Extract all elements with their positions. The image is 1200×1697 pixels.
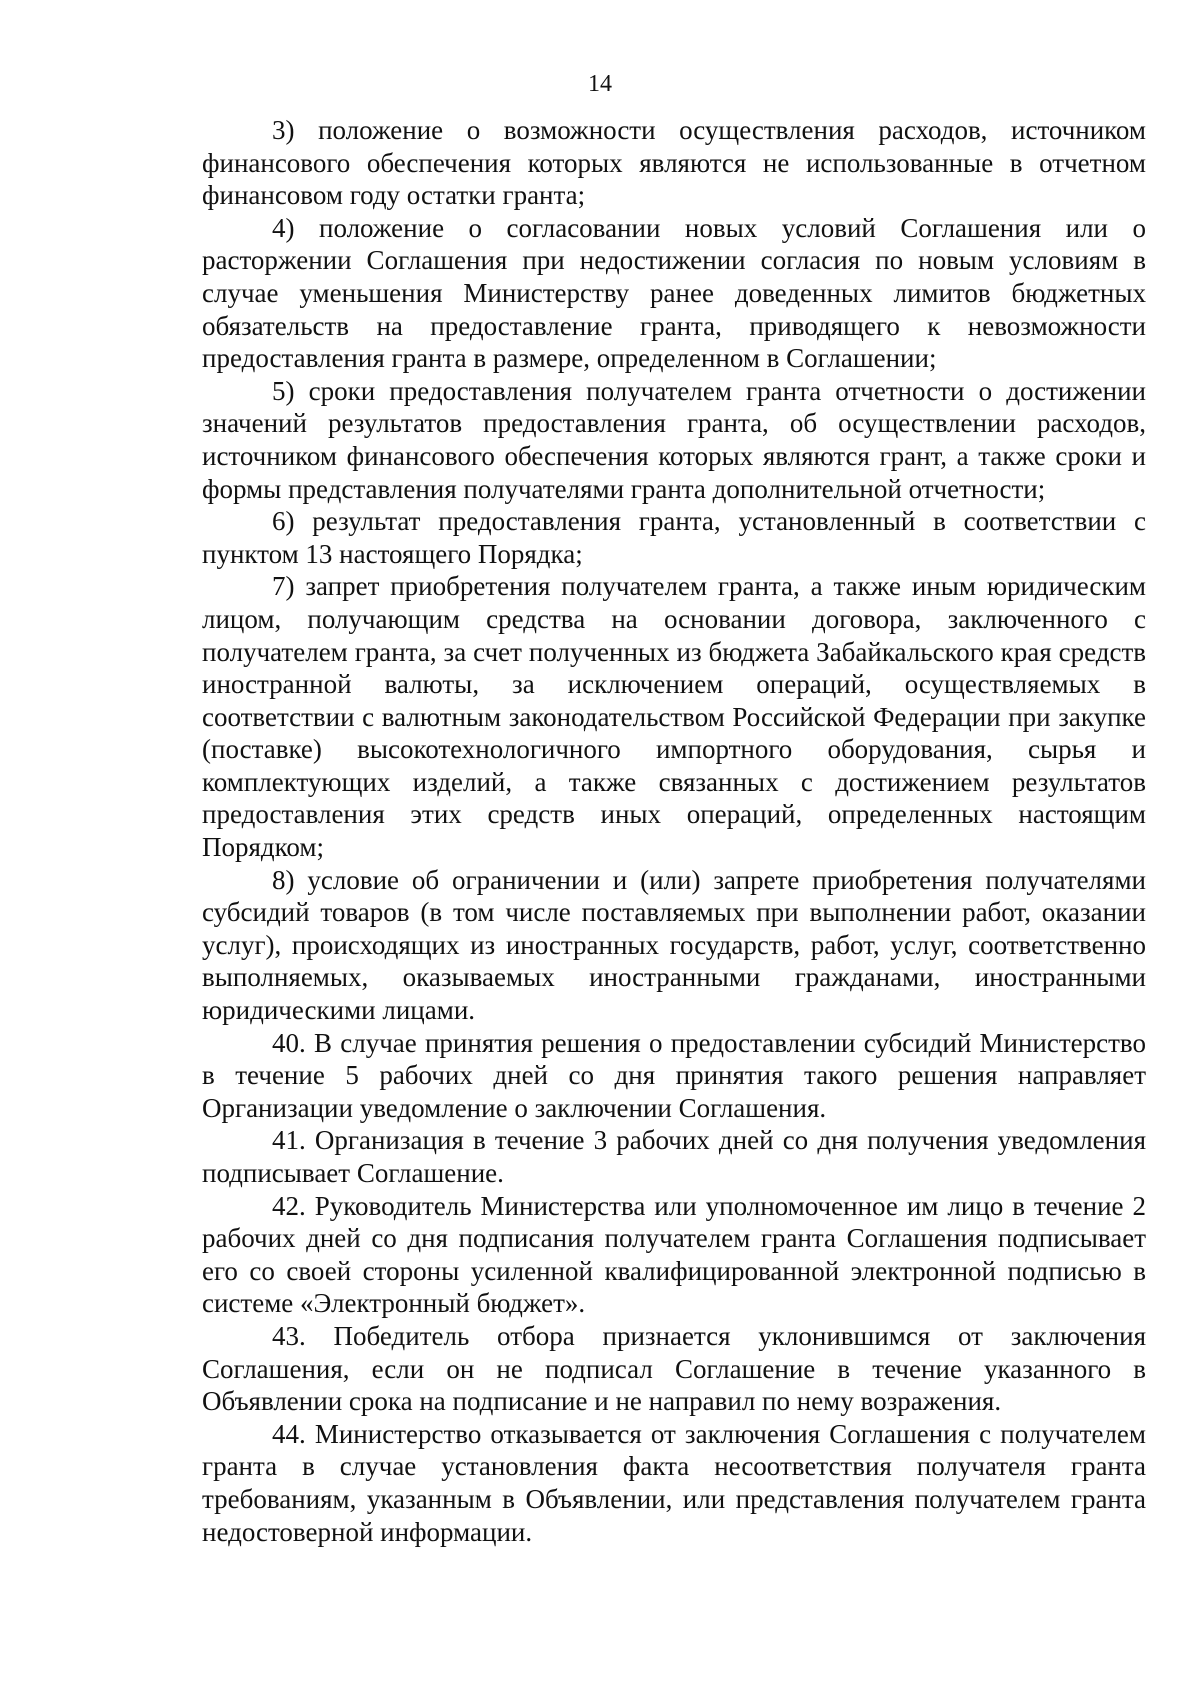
- paragraph-clause-44: 44. Министерство отказывается от заключения Соглашения с получателем гранта в случае установления факта несоответствия получателя гранта требованиям, указанным в Объявлении, или представления получателем гранта недостоверной информации.: [202, 1418, 1146, 1547]
- page-number: 14: [588, 71, 612, 97]
- paragraph-item-5: 5) сроки предоставления получателем гранта отчетности о достижении значений результатов предоставления гранта, об осуществлении расходов, источником финансового обеспечения которых являются грант, а также сроки и формы представления получателями гранта дополнительной отчетности;: [202, 375, 1146, 504]
- paragraph-item-4: 4) положение о согласовании новых условий Соглашения или о расторжении Соглашения при недостижении согласия по новым условиям в случае уменьшения Министерству ранее доведенных лимитов бюджетных обязательств на предоставление гранта, приводящего к невозможности предоставления гранта в размере, определенном в Соглашении;: [202, 212, 1146, 374]
- paragraph-clause-40: 40. В случае принятия решения о предоставлении субсидий Министерство в течение 5 рабочих дней со дня принятия такого решения направляет Организации уведомление о заключении Соглашения.: [202, 1027, 1146, 1123]
- paragraph-item-6: 6) результат предоставления гранта, установленный в соответствии с пунктом 13 настоящего Порядка;: [202, 506, 1146, 569]
- paragraph-item-8: 8) условие об ограничении и (или) запрете приобретения получателями субсидий товаров (в том числе поставляемых при выполнении работ, оказании услуг), происходящих из иностранных государств, работ, услуг, соответственно выполняемых, оказываемых иностранными гражданами, иностранными юридическими лицами.: [202, 864, 1146, 1026]
- paragraph-clause-41: 41. Организация в течение 3 рабочих дней со дня получения уведомления подписывает Соглашение.: [202, 1125, 1146, 1188]
- paragraph-item-7: 7) запрет приобретения получателем гранта, а также иным юридическим лицом, получающим средства на основании договора, заключенного с получателем гранта, за счет полученных из бюджета Забайкальского края средств иностранной валюты, за исключением операций, осуществляемых в соответствии с валютным законодательством Российской Федерации при закупке (поставке) высокотехнологичного импортного оборудования, сырья и комплектующих изделий, а также связанных с достижением результатов предоставления этих средств иных операций, определенных настоящим Порядком;: [202, 571, 1146, 863]
- document-body: [202, 114, 1146, 1548]
- paragraph-clause-42: 42. Руководитель Министерства или уполномоченное им лицо в течение 2 рабочих дней со дня подписания получателем гранта Соглашения подписывает его со своей стороны усиленной квалифицированной электронной подписью в системе «Электронный бюджет».: [202, 1190, 1146, 1319]
- paragraph-item-3: 3) положение о возможности осуществления расходов, источником финансового обеспечения которых являются не использованные в отчетном финансовом году остатки гранта;: [202, 115, 1146, 211]
- paragraph-clause-43: 43. Победитель отбора признается уклонившимся от заключения Соглашения, если он не подписал Соглашение в течение указанного в Объявлении срока на подписание и не направил по нему возражения.: [202, 1320, 1146, 1417]
